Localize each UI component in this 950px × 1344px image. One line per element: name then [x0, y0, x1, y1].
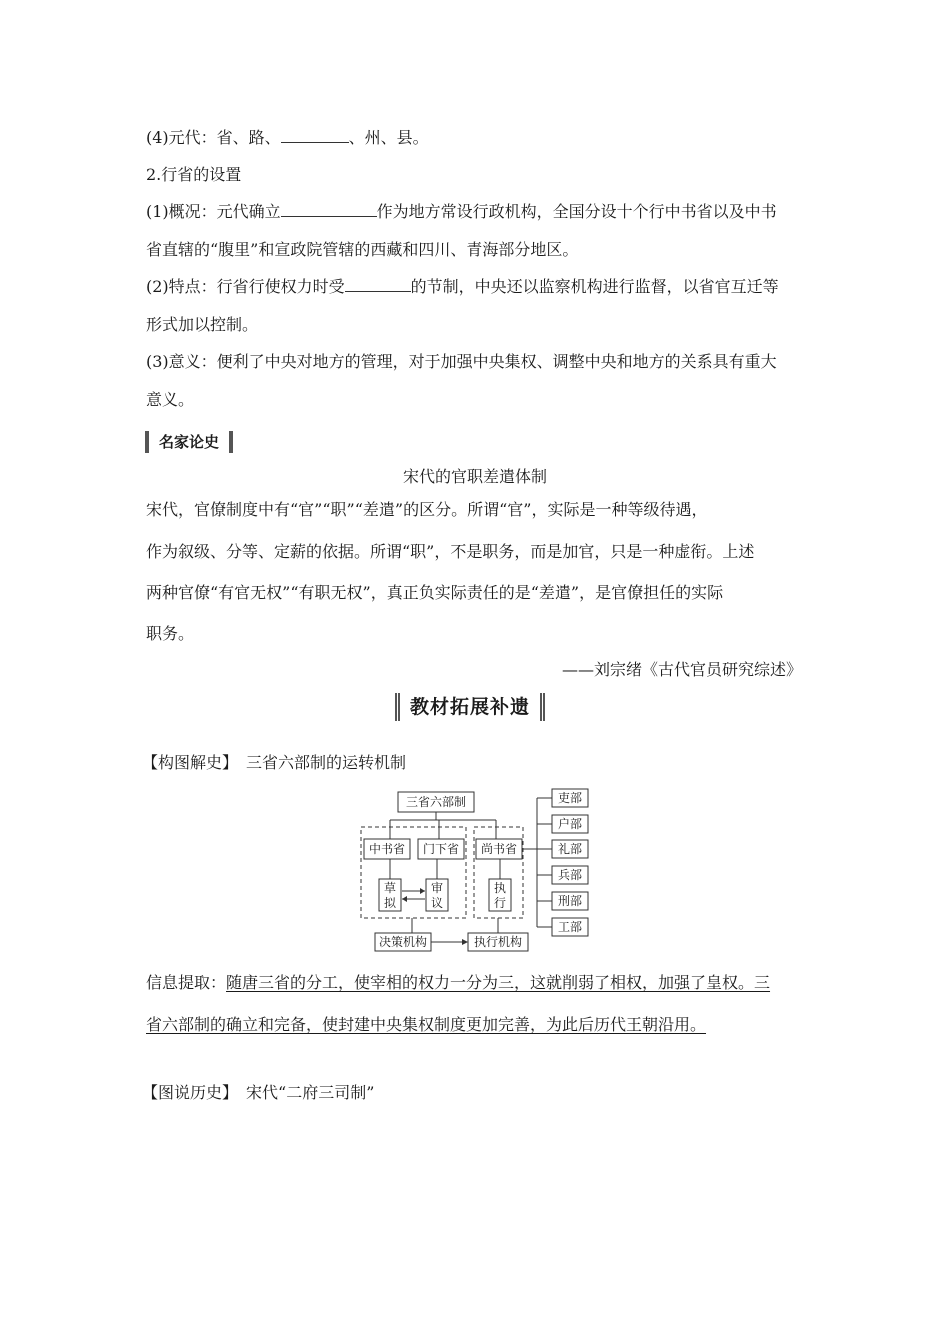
info-line: 省六部制的确立和完备，使封建中央集权制度更加完善，为此后历代王朝沿用。: [146, 1015, 707, 1034]
ministry-label: 礼部: [557, 842, 583, 856]
tushuo-heading: 【图说历史】 宋代“二府三司制”: [142, 1083, 375, 1102]
ministry-label: 户部: [557, 817, 583, 831]
shangshu-label: 尚书省: [480, 842, 518, 856]
paragraph-line: 意义。: [146, 390, 195, 409]
section-banner: 教材拓展补遗: [395, 693, 545, 721]
goutu-heading: 【构图解史】 三省六部制的运转机制: [142, 753, 407, 772]
quote-line: 两种官僚“有官无权”“有职无权”，真正负实际责任的是“差遣”，是官僚担任的实际: [146, 583, 724, 602]
ministry-label: 吏部: [557, 791, 583, 805]
fill-blank[interactable]: [281, 128, 349, 143]
shenyi-label: 审: [430, 881, 444, 895]
zhixing-label: 执: [493, 881, 507, 895]
quote-line: 职务。: [146, 624, 195, 643]
quote-line: 作为叙级、分等、定薪的依据。所谓“职”，不是职务，而是加官，只是一种虚衔。上述: [146, 542, 755, 561]
decision-group: [361, 827, 466, 918]
section-heading: 2.行省的设置: [146, 165, 242, 184]
quote-title: 宋代的官职差遣体制: [402, 467, 547, 486]
zhixing-jigou-label: 执行机构: [473, 935, 523, 949]
caoni-label: 草: [383, 881, 397, 895]
quote-line: 宋代，官僚制度中有“官”“职”“差遣”的区分。所谓“官”，实际是一种等级待遇，: [146, 500, 708, 519]
three-departments-diagram: [350, 785, 600, 955]
yuan-item4: (4)元代：省、路、 、州、县。: [146, 128, 429, 147]
fill-blank[interactable]: [345, 277, 411, 292]
ministry-label: 兵部: [557, 868, 583, 882]
paragraph-line: 省直辖的“腹里”和宣政院管辖的西藏和四川、青海部分地区。: [146, 240, 579, 259]
menxia-label: 门下省: [422, 842, 460, 856]
paragraph-line: 形式加以控制。: [146, 315, 259, 334]
zhongshu-label: 中书省: [368, 842, 406, 856]
info-line: 信息提取：随唐三省的分工，使宰相的权力一分为三，这就削弱了相权，加强了皇权。三: [146, 973, 771, 992]
zhixing-label: 行: [493, 896, 507, 910]
juece-label: 决策机构: [378, 935, 428, 949]
caoni-label: 拟: [383, 896, 397, 910]
paragraph-line: (1)概况：元代确立 作为地方常设行政机构，全国分设十个行中书省以及中书: [146, 202, 777, 221]
paragraph-line: (2)特点：行省行使权力时受 的节制，中央还以监察机构进行监督，以省官互迁等: [146, 277, 779, 296]
shenyi-label: 议: [430, 896, 444, 910]
ministry-label: 刑部: [557, 894, 583, 908]
diagram-root-label: 三省六部制: [405, 795, 467, 809]
quote-source: ——刘宗绪《古代官员研究综述》: [561, 660, 802, 679]
paragraph-line: (3)意义：便利了中央对地方的管理，对于加强中央集权、调整中央和地方的关系具有重大: [146, 352, 777, 371]
mingjia-tag: 名家论史: [145, 431, 233, 453]
fill-blank[interactable]: [281, 202, 377, 217]
ministry-label: 工部: [557, 920, 583, 934]
